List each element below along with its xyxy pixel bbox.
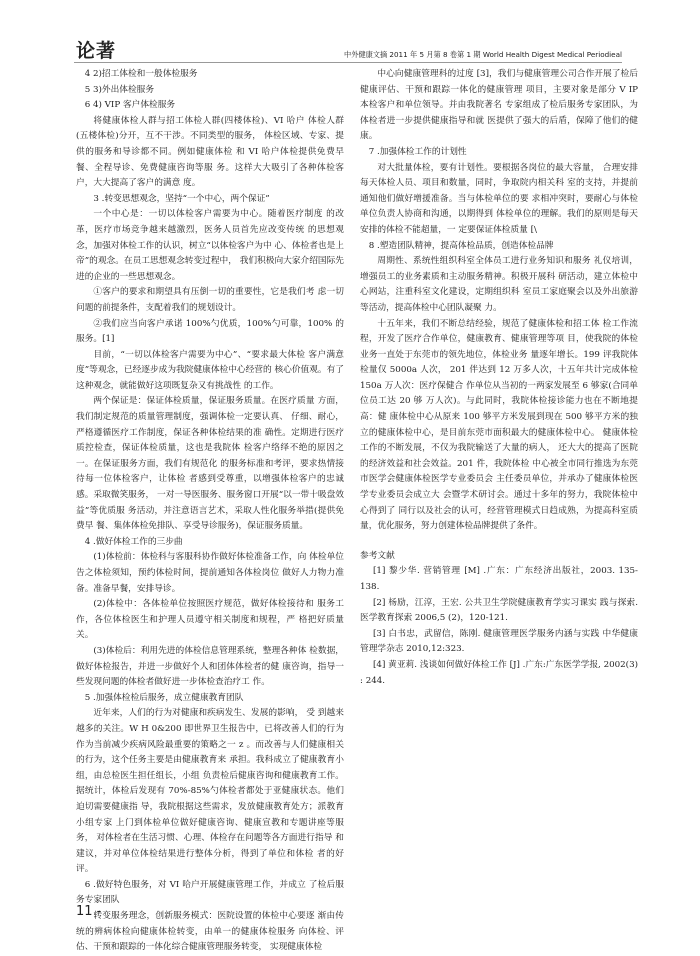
references-title: 参考文献	[360, 550, 395, 561]
paragraph: ②我们应当向客户承诺 100%勺优质，100%勺可靠，100% 的服务。[1]	[76, 318, 344, 345]
section-heading: 4 2)招工体检和一般体检服务	[84, 69, 198, 79]
paragraph: ①客户的要求和期望具有压倒一切的重要性，它是我们考 虑一切问题的前提条件，支配着我们的规划设计。	[76, 287, 344, 313]
right-column	[360, 67, 638, 689]
header-divider	[74, 62, 622, 63]
page-number: 11 -	[76, 904, 102, 919]
reference-item: [4] 黄亚莉. 浅谈如何做好体检工作 [J] .广东:广东医学学报, 2002(3) : 244.	[360, 659, 638, 686]
section-heading: 7 .加强体检工作的计划性	[368, 146, 467, 157]
paragraph: 3 .转变思想观念，坚持“一个中心，两个保证”	[93, 193, 270, 204]
references-list	[360, 564, 638, 689]
right-column-body	[360, 67, 638, 535]
paragraph: 转变服务理念，创新服务模式：医院设置的体检中心要逐 渐由传统的辨病体检向健康体检转变，由单一的健康体检服务 向体检、评估、干预和跟踪的一体化综合健康管理服务转变， 实现健康体检	[76, 911, 344, 953]
reference-item: [2] 杨励，江淳，王宏. 公共卫生学院健康教育学实习课实 践与探索. 医学教育探索 2006,5 (2)，120-121.	[360, 597, 638, 624]
paragraph: 中心向健康管理科的过度 [3]，我们与健康管理公司合作开展了检后健康评估、干预和跟踪一体化的健康管理 项目，主要对象是部分 V IP 本检客户和单位领导。并由我院著名 专家组成了检后服务专家团队，为体检者进一步提供健康指导和就 医提供了强大的后盾，保障了他们的健康。	[360, 69, 638, 142]
paragraph: 一个中心是：一切以体检客户需要为中心。随着医疗制度 的改革，医疗市场竞争越来越激烈，医务人员首先应改变传统 的思想观念，加强对体检工作的认识，树立“以体检客户为中 心、体检者也是上帝”的观念。在员工思想观念转变过程中， 我们积极向大家介绍国际先进的企业的一些思想观念。	[76, 209, 344, 282]
paragraph: 对大批量体检，要有计划性。要根据各岗位的最大容量， 合理安排每天体检人员、项目和数量，同时，争取院内相关科 室的支持，并提前通知他们做好增援准备。当与体检单位的要 求相冲突时，要耐心与体检单位负责人协商和沟通，以期得到 体检单位的理解。我们的原则是每天安排的体检不能超量，一 定要保证体检质量 [\	[360, 162, 638, 235]
paragraph: (2)体检中：各体检单位按照医疗规范，做好体检接待和 服务工作，各位体检医生和护理人员遵守相关制度和规程，严 格把好质量关。	[76, 599, 344, 641]
section-heading: 5 3)外出体检服务	[84, 84, 155, 95]
section-title: 论著	[76, 40, 117, 62]
paragraph: (3)体检后：利用先进的体检信息管理系统，整理各种体 检数据，做好体检报告，并进一步做好个人和团体体检者的健 康咨询，指导一些发现问题的体检者做好进一步体检查治疗工 作。	[76, 645, 344, 688]
reference-item: [3] 白书忠，武留信，陈刚. 健康管理医学服务内涵与实践 中华健康管理学杂志 2010,12:323.	[360, 628, 638, 655]
paragraph: 周期性、系统性组织科室全体员工进行业务知识和服务 礼仪培训，增强员工的业务素质和主动服务精神。积极开展科 研活动，建立体检中心网站，注重科室文化建设，定期组织科 室员工家庭聚会以及外出旅游等活动，提高体检中心团队凝聚 力。	[360, 256, 638, 313]
paragraph: 十五年来，我们不断总结经验，规范了健康体检和招工体 检工作流程，开发了医疗合作单位，健康教育、健康管理等项 目，使我院的体检业务一直处于东莞市的领先地位，体检业务 量逐年增长。199 评我院体检量仅 5000a 人次， 201 伴达到 12 万多人次，十五年共计完成体检 150a 万人次：医疗保健合 作单位从当初的一两家发展至 6 够家(合同单位员工达 20 够 万人次)。与此同时，我院体检接诊能力也在不断地提高：健 康体检中心从原来 100 够平方米发展到现在 500 够平方米的独 立的健康体检中心，是目前东莞市面积最大的健康体检中心。 健康体检工作的不断发展，不仅为我院输送了大量的病人， 还大大的提高了医院的经济效益和社会效益。201 件，我院体检 中心被全市同行推选为东莞市医学会健康体检医学专业委员会 主任委员单位，并承办了健康体检医学专业委员会成立大 会暨学术研讨会。通过十多年的努力，我院体检中心得到了 同行以及社会的认可，经营管理模式日趋成熟，为提高科室质 量，优化服务，努力创建体检品牌提供了条件。	[360, 318, 638, 532]
section-heading: 8 .塑造团队精神，提高体检品质，创造体检品牌	[368, 240, 554, 251]
left-column	[76, 67, 344, 956]
section-heading: 5 .加强体检检后服务，成立健康教育团队	[84, 692, 244, 703]
paragraph: 将健康体检人群与招工体检人群(四楼体检)、VI 哈户 体检人群(五楼体检)分开，互不干涉。不同类型的服务， 体检区域、专家、提供的服务和导诊都不同。例如健康体检 和 VI 哈户体检提供免费早餐、全程导诊、免费健康咨询等服 务。这样大大吸引了各种体检客户，大大提高了客户的满意 度。	[76, 115, 344, 189]
section-heading: 6 .做好特色服务，对 VI 哈户开展健康管理工作，并成立 了检后服务专家团队	[76, 879, 344, 906]
journal-header: 中外健康文摘 2011 年 5 月第 8 卷第 1 期 World Health Digest Medical Periodieal	[344, 50, 623, 59]
paragraph: 近年来，人们的行为对健康和疾病发生、发展的影响， 受 到越来越多的关注。W H 0&200 即世界卫生报告中，已将改善人们的行为作为当前减少疾病风险最重要的策略之一 z 。而改善与人们健康相关的行为，这个任务主要是由健康教育来 承担。我科成立了健康教育小组，由总检医生担任组长，小组 负责检后健康咨询和健康教育工作。据统计，体检后发现有 70%-85%勺体检者都处于亚健康状态。他们迫切需要健康指 导，我院根据这些需求，发放健康教育处方；派教育小组专家 上门到体检单位做好健康咨询、健康宣教和专题讲座等服务， 对体检者在生活习惯、心理、体检存在问题等各方面进行指导 和建议，并对单位体检结果进行整体分析，得到了单位和体检 者的好评。	[76, 708, 344, 875]
paragraph: 目前，“一切以体检客户需要为中心”、“要求最大体检 客户满意度”等观念，已经逐步成为我院健康体检中心经营的 核心价值观。有了这种观念，就能做好这项既复杂又有挑战性 的工作。	[76, 349, 344, 391]
reference-item: [1] 黎少华. 营销管理 [M] .广东：广东经济出版社，2003. 135-138.	[360, 566, 638, 592]
paragraph: 两个保证是：保证体检质量，保证服务质量。在医疗质量 方面，我们制定规范的质量管理制度，强调体检一定要认真、 仔细、耐心，严格遵循医疗工作制度，保证各种体检结果的准 确性。定期进行医疗质控检查，保证体检质量，这也是我院体 检客户络绎不绝的原因之一。在保证服务方面，我们有规范化 的服务标准和考评，要求热情接待每一位体检客户，让体检 者感到受尊重，以增强体检客户的忠诚感。采取微笑服务， 一对一导医服务、服务窗口开展“以一带十吸盘效益”等优质服 务活动，并注意语言艺术，采取人性化服务举措(提供免费早 餐、集体体检免排队、享受导诊服务)，保证服务质量。	[76, 396, 344, 532]
section-heading: 4 .做好体检工作的三步曲	[84, 536, 183, 547]
section-heading: 6 4) VIP 客户体检服务	[84, 100, 176, 111]
paragraph: (1)体检前：体检科与客服科协作做好体检准备工作，向 体检单位告之体检须知，预约体检时间，提前通知各体检岗位 做好人力物力准备。准备早餐，安排导诊。	[76, 552, 344, 594]
